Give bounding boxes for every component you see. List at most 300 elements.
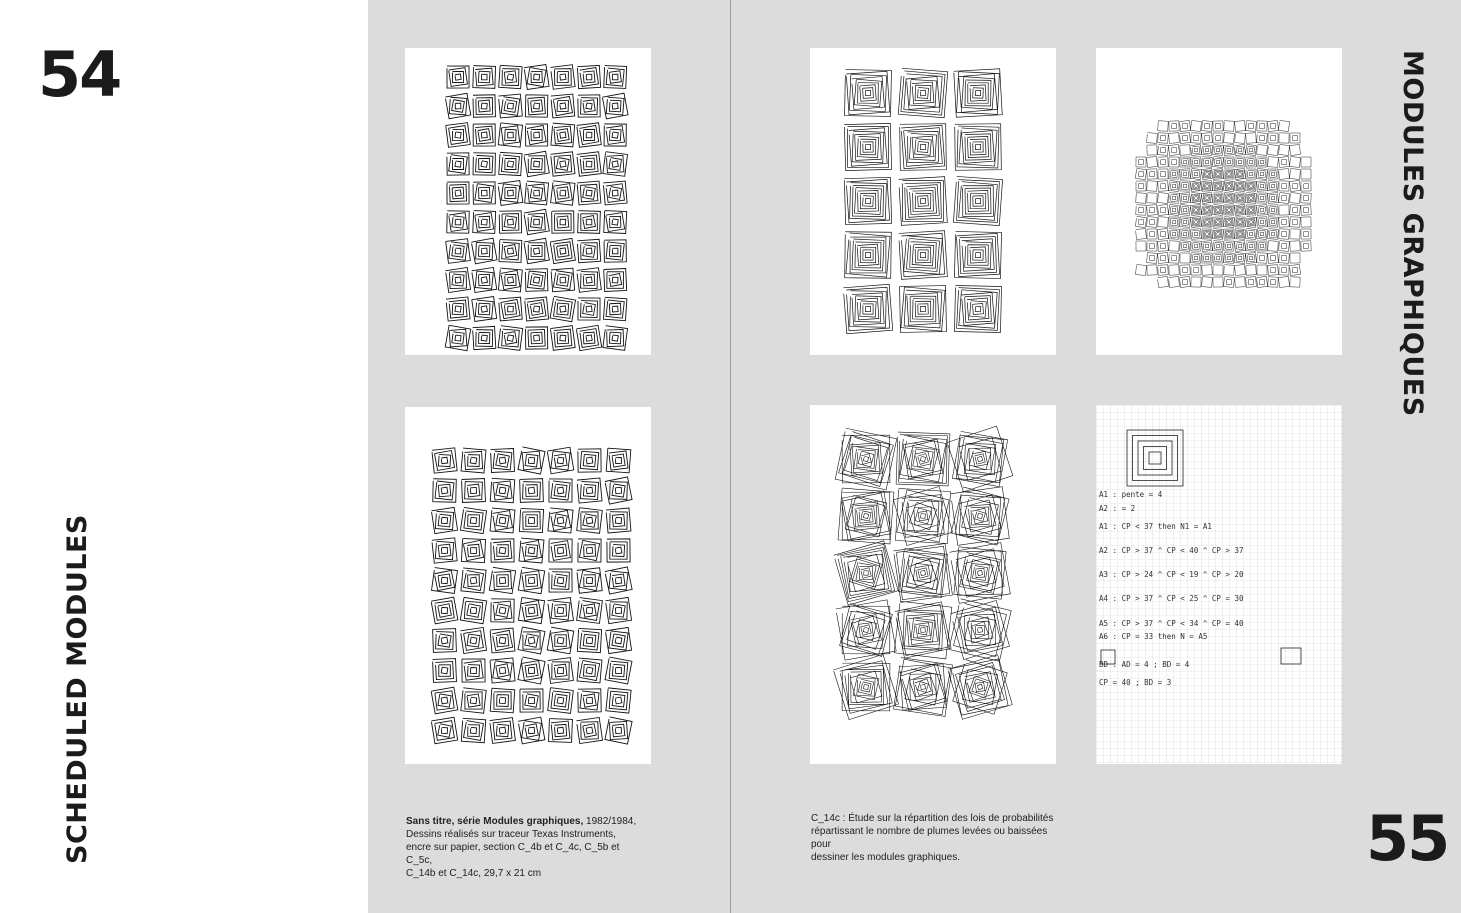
module-drawing [1246,229,1257,240]
module-drawing [1212,156,1223,167]
module-drawing [1202,205,1213,216]
module-drawing [433,629,457,653]
module-drawing [498,94,522,118]
module-drawing [1234,144,1245,155]
module-drawing [1235,265,1246,276]
module-drawing [1202,241,1213,252]
artwork-plate-6-graph-paper [1096,405,1342,764]
module-drawing [1158,265,1169,276]
module-drawing [1191,241,1201,251]
artwork-plate-5 [810,405,1056,764]
module-drawing [1169,145,1180,156]
module-drawing [1158,145,1169,156]
module-drawing [1279,229,1290,240]
module-drawing [1169,241,1179,251]
module-drawing [473,153,495,175]
module-drawing [520,689,543,712]
module-drawing [954,69,1002,117]
module-drawing [1246,265,1257,276]
module-drawing [606,448,631,473]
handwritten-note: A2 : = 2 [1099,504,1136,513]
caption-right-line-3: dessiner les modules graphiques. [811,852,960,863]
module-drawing [607,539,630,562]
artwork-plate-3 [810,48,1056,355]
module-drawing [1278,144,1289,155]
module-drawing [1191,205,1202,216]
module-drawing [548,658,574,684]
module-drawing [1202,193,1213,204]
module-drawing [1279,169,1290,180]
module-drawing [547,447,574,474]
module-drawing [604,66,627,89]
module-drawing [1234,168,1245,179]
module-drawing [1246,241,1256,251]
module-drawing [605,627,631,653]
module-drawing [1224,229,1234,239]
module-drawing [1290,133,1300,143]
module-drawing [491,449,515,473]
module-drawing [1257,145,1268,156]
module-drawing [1257,193,1267,203]
module-drawing [604,124,626,146]
module-drawing [432,448,457,473]
module-drawing [490,658,515,683]
module-drawing [473,124,495,146]
module-drawing [1169,253,1179,263]
module-drawing [1289,264,1300,275]
module-drawing [838,488,894,544]
module-drawing [1224,205,1234,215]
module-drawing [1169,121,1179,131]
module-drawing [548,508,573,533]
module-drawing [1257,133,1268,144]
module-drawing [577,628,601,652]
module-drawing [1290,145,1301,156]
module-drawing [899,231,948,280]
module-drawing [1213,217,1223,227]
module-drawing [1169,277,1180,288]
caption-left-line-2: Dessins réalisés sur traceur Texas Instruments, [406,829,616,840]
module-drawing [1235,121,1246,132]
module-drawing [1147,205,1158,216]
module-drawing [1246,253,1257,264]
handwritten-note: BD : AD = 4 ; BD = 4 [1099,660,1190,669]
module-drawing [433,479,457,503]
module-drawing [1180,241,1191,252]
module-drawing [948,655,1013,720]
module-drawing [499,152,522,175]
module-drawing [1213,205,1224,216]
module-drawing [1301,205,1311,215]
module-drawing [1268,253,1279,264]
module-drawing [432,568,458,594]
artwork-plate-2 [405,407,651,764]
module-drawing [499,65,522,88]
module-drawing [1180,145,1190,155]
module-drawing [490,718,516,744]
module-drawing [1213,265,1223,275]
module-drawing [1224,169,1234,179]
module-drawing [1268,229,1279,240]
module-drawing [844,123,891,170]
module-drawing [1136,265,1147,276]
module-drawing [1235,241,1246,252]
module-drawing [577,152,602,177]
caption-left [406,815,646,880]
module-drawing [577,268,602,293]
module-drawing [1290,217,1301,228]
module-drawing [461,538,485,562]
module-drawing [1202,181,1213,192]
module-drawing [1157,276,1168,287]
module-drawing [490,628,515,653]
module-drawing [577,181,601,205]
module-drawing [445,267,470,292]
module-drawing [1158,241,1169,252]
module-drawing [1147,145,1157,155]
module-drawing [893,486,952,545]
module-drawing [1246,169,1256,179]
module-drawing [845,232,892,279]
module-drawing [605,477,632,504]
module-drawing [460,597,486,623]
module-drawing [518,567,544,593]
module-drawing [1268,241,1279,252]
module-drawing [603,181,627,205]
module-drawing [833,654,898,719]
module-drawing [1301,229,1311,239]
module-drawing [1169,157,1179,167]
module-drawing [577,598,603,624]
module-drawing [578,95,600,117]
module-drawing [1136,181,1146,191]
module-drawing [1202,217,1212,227]
module-drawing [1158,205,1169,216]
module-drawing [490,508,515,533]
module-drawing [577,658,602,683]
module-drawing [1257,241,1267,251]
module-drawing [1169,133,1180,144]
module-drawing [490,688,515,713]
module-drawing [526,124,548,146]
module-drawing [1169,169,1179,179]
module-drawing [1202,133,1213,144]
module-drawing [1234,204,1245,215]
module-drawing [1191,229,1202,240]
module-drawing [549,479,572,502]
module-drawing [1169,265,1179,275]
module-drawing [1279,265,1289,275]
module-drawing [1213,193,1223,203]
module-drawing [1180,229,1190,239]
module-drawing [1180,193,1191,204]
module-drawing [525,95,547,117]
module-drawing [894,544,953,603]
vertical-title-right: MODULES GRAPHIQUES [1397,50,1428,417]
module-drawing [1191,217,1202,228]
module-drawing [552,211,574,233]
module-drawing [1147,241,1157,251]
module-drawing [446,239,471,264]
module-drawing [894,658,953,717]
page-number-left: 54 [38,38,121,111]
module-drawing [518,657,545,684]
module-drawing [550,238,575,263]
module-drawing [1235,253,1246,264]
module-drawing [577,65,600,88]
module-drawing [844,177,891,224]
module-drawing [1279,193,1290,204]
module-drawing [518,597,544,623]
module-drawing [1257,205,1268,216]
module-drawing [1191,253,1202,264]
module-drawing [1257,253,1267,263]
module-drawing [1191,265,1201,275]
module-drawing [547,627,574,654]
module-drawing [461,718,485,742]
module-drawing [447,153,469,175]
module-drawing [1191,277,1201,287]
module-drawing [1158,157,1168,167]
module-drawing [460,507,486,533]
module-grid-5 [833,426,1012,719]
module-drawing [1290,157,1301,168]
caption-left-title: Sans titre, série Modules graphiques, [406,816,584,827]
module-drawing [1290,169,1301,180]
module-drawing [1224,253,1235,264]
module-drawing [1147,169,1157,179]
module-drawing [1201,168,1212,179]
module-drawing [577,478,602,503]
module-drawing [605,717,632,744]
caption-left-line-3: encre sur papier, section C_4b et C_4c, C_5b et C_5c, [406,842,620,866]
module-grid-3 [843,68,1002,333]
module-drawing [1190,144,1201,155]
handwritten-note: A3 : CP > 24 ^ CP < 19 ^ CP > 20 [1099,570,1244,579]
module-drawing [578,449,601,472]
module-drawing [1257,181,1267,191]
module-drawing [1158,253,1169,264]
module-drawing [1246,133,1256,143]
module-grid-1 [445,65,628,351]
module-drawing [525,181,549,205]
module-drawing [576,717,602,743]
book-spine [730,0,731,913]
module-drawing [499,240,522,263]
module-drawing [446,297,470,321]
module-drawing [1268,277,1278,287]
module-drawing [1268,265,1279,276]
module-drawing [1268,193,1279,204]
module-drawing [1268,169,1278,179]
module-drawing [445,93,470,118]
module-drawing [603,297,626,320]
module-drawing [1268,205,1278,215]
module-drawing [1224,157,1234,167]
module-drawing [1202,253,1212,263]
module-drawing [447,182,469,204]
module-drawing [578,539,601,562]
module-drawing [499,268,523,292]
module-drawing [1213,169,1224,180]
module-drawing [1147,229,1157,239]
module-drawing [1136,241,1146,251]
handwritten-note: A4 : CP > 37 ^ CP < 25 ^ CP = 30 [1099,594,1244,603]
module-drawing [524,65,549,90]
module-drawing [603,326,628,351]
module-drawing [896,432,950,486]
module-drawing [604,240,626,262]
module-drawing [1147,253,1158,264]
module-drawing [1158,133,1169,144]
module-drawing [1246,277,1257,288]
module-drawing [1279,217,1289,227]
module-drawing [578,211,601,234]
module-drawing [462,659,485,682]
module-drawing [524,151,549,176]
artwork-plate-4 [1096,48,1342,355]
page-number-right: 55 [1366,802,1449,875]
module-drawing [1136,193,1147,204]
module-drawing [836,600,896,660]
module-drawing [1257,121,1267,131]
module-drawing [1279,253,1290,264]
module-drawing [1147,217,1158,228]
module-drawing [524,238,549,263]
module-drawing [473,66,496,89]
module-drawing [461,568,486,593]
module-drawing [1147,265,1157,275]
module-drawing [519,508,543,532]
module-drawing [1279,157,1290,168]
module-drawing [1180,277,1191,288]
module-drawing [473,211,496,234]
module-drawing [1190,120,1201,131]
module-drawing [900,124,947,171]
module-drawing [1213,133,1223,143]
module-drawing [1279,181,1289,191]
module-drawing [1290,193,1301,204]
module-drawing [1202,121,1213,132]
module-drawing [431,687,458,714]
module-drawing [1158,217,1169,228]
module-drawing [1301,157,1311,167]
module-drawing [1191,193,1202,204]
module-drawing [472,267,497,292]
module-drawing [518,447,545,474]
module-drawing [525,269,548,292]
module-drawing [432,538,457,563]
module-drawing [1268,157,1279,168]
module-drawing [1169,205,1180,216]
module-drawing [577,123,601,147]
module-drawing [577,568,602,593]
module-drawing [951,487,1010,546]
module-drawing [1213,121,1223,131]
module-drawing [1235,217,1245,227]
module-drawing [1202,265,1212,275]
module-drawing [551,152,575,176]
module-drawing [491,599,514,622]
module-drawing [1169,193,1180,204]
module-drawing [1246,181,1257,192]
module-drawing [1180,265,1190,275]
module-drawing [499,297,523,321]
module-drawing [604,211,627,234]
module-drawing [1179,120,1190,131]
module-drawing [520,479,544,503]
module-drawing [1213,181,1224,192]
module-drawing [461,688,486,713]
caption-left-line-4: C_14b et C_14c, 29,7 x 21 cm [406,868,542,879]
module-drawing [1158,121,1169,132]
module-drawing [1290,277,1300,287]
module-drawing [577,239,601,263]
module-drawing [1147,193,1157,203]
module-drawing [461,448,486,473]
module-drawing [445,325,470,350]
module-drawing [431,507,457,533]
module-drawing [1257,157,1267,167]
module-drawing [1213,253,1223,263]
module-drawing [551,268,575,292]
handwritten-note: A6 : CP = 33 then N = A5 [1099,632,1208,641]
module-drawing [954,231,1001,278]
module-drawing [1191,133,1201,143]
module-drawing [606,508,631,533]
module-drawing [1191,181,1202,192]
module-drawing [603,152,628,177]
module-drawing [1202,157,1213,168]
module-drawing [845,70,892,117]
module-drawing [1257,229,1268,240]
module-drawing [1279,241,1290,252]
module-drawing [1278,120,1289,131]
module-drawing [1279,205,1289,215]
module-drawing [1279,133,1289,143]
module-drawing [525,327,547,349]
module-drawing [518,717,545,744]
module-drawing [1180,133,1191,144]
module-drawing [1301,181,1311,191]
module-drawing [1158,181,1169,192]
module-drawing [447,66,469,88]
module-drawing [1158,193,1169,204]
module-drawing [1246,157,1256,167]
caption-left-date: 1982/1984, [583,816,637,827]
module-drawing [1224,121,1234,131]
module-drawing [843,284,892,333]
module-drawing [498,181,523,206]
module-drawing [548,688,574,714]
module-drawing [1235,133,1246,144]
module-drawing [1136,205,1146,215]
module-drawing [900,286,947,333]
module-drawing [1169,229,1179,239]
module-drawing [1158,169,1168,179]
module-drawing [604,269,627,292]
module-drawing [1246,121,1257,132]
module-drawing [431,597,458,624]
module-drawing [460,627,486,653]
module-drawing [1267,120,1278,131]
module-drawing [1213,277,1223,287]
module-drawing [498,326,523,351]
handwritten-note: A5 : CP > 37 ^ CP < 34 ^ CP = 40 [1099,619,1244,628]
module-drawing [1136,157,1146,167]
vertical-title-left: SCHEDULED MODULES [62,514,93,864]
module-drawing [1235,157,1245,167]
